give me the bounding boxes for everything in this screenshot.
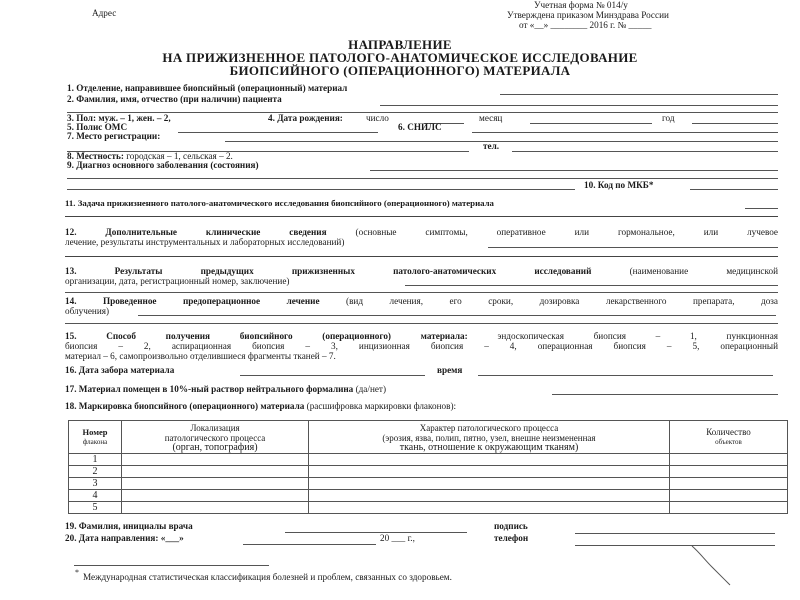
- field-2-label: 2. Фамилия, имя, отчество (при наличии) пациента: [67, 94, 282, 104]
- field-14-line-2: облучения): [65, 306, 110, 316]
- field-14-hint: (вид лечения, его сроки, дозировка лекарственного препарата, доза: [346, 296, 779, 306]
- table-row: [69, 454, 788, 466]
- title-line-2: НА ПРИЖИЗНЕННОЕ ПАТОЛОГО-АНАТОМИЧЕСКОЕ ИССЛЕДОВАНИЕ: [162, 50, 638, 65]
- field-19-sign-label: подпись: [494, 521, 528, 531]
- signature-input[interactable]: [575, 533, 775, 534]
- pen-stroke-mark: [690, 545, 740, 590]
- registration-input[interactable]: [225, 141, 778, 142]
- field-20-label: 20. Дата направления: «___»: [65, 533, 184, 543]
- col-character: [309, 421, 670, 454]
- quantity-cell[interactable]: [670, 502, 788, 514]
- table-row: [69, 502, 788, 514]
- field-15-line-2: биопсия – 2, аспирационная биопсия – 3, инцизионная биопсия – 4, операционная биопсия – 5, операционный: [65, 341, 778, 351]
- field-13-line-2: организации, дата, регистрационный номер, заключение): [65, 276, 290, 286]
- field-5-label: 5. Полис ОМС: [67, 122, 128, 132]
- localization-cell[interactable]: [122, 478, 309, 490]
- field-3-label: 3. Пол: муж. – 1, жен. – 2,: [67, 113, 171, 123]
- vial-number-cell: 4: [69, 490, 122, 502]
- field-14-label: 14. Проведенное предоперационное лечение: [65, 296, 320, 306]
- oms-policy-input[interactable]: [178, 132, 378, 133]
- col-character-line-1: Характер патологического процесса: [419, 423, 559, 433]
- table-header-row: [69, 421, 788, 454]
- birth-month-input[interactable]: [530, 123, 652, 124]
- quantity-cell[interactable]: [670, 478, 788, 490]
- quantity-cell[interactable]: [670, 490, 788, 502]
- field-6-label: 6. СНИЛС: [398, 122, 442, 132]
- field-9-label: 9. Диагноз основного заболевания (состояния): [67, 160, 259, 170]
- form-number: Учетная форма № 014/у: [534, 0, 628, 10]
- col-localization-line-1: Локализация: [190, 423, 240, 433]
- col-localization: [122, 421, 309, 454]
- field-20-phone-label: телефон: [494, 533, 529, 543]
- field-18-hint: (расшифровка маркировки флаконов):: [306, 401, 457, 411]
- field-13-line-1: [65, 266, 778, 276]
- field-15-label: 15. Способ получения биопсийного (операционного) материала:: [65, 331, 468, 341]
- col-character-line-2: (эрозия, язва, полип, пятно, узел, внешне неизмененная: [382, 433, 596, 443]
- clinical-info-input-cont[interactable]: [65, 256, 778, 257]
- clinical-info-input[interactable]: [488, 247, 778, 248]
- formalin-input[interactable]: [552, 394, 778, 395]
- field-8-options: городская – 1, сельская – 2.: [126, 151, 233, 161]
- collection-date-input[interactable]: [240, 375, 425, 376]
- field-17-label: 17. Материал помещен в 10%-ный раствор нейтрального формалина: [65, 384, 354, 394]
- field-4-label: 4. Дата рождения:: [268, 113, 343, 123]
- col-vial-number-line-2: флакона: [82, 438, 108, 446]
- table-row: [69, 466, 788, 478]
- field-20-year: 20 ___ г.,: [380, 533, 415, 543]
- preop-treatment-input-cont[interactable]: [65, 323, 778, 324]
- vial-number-cell: 3: [69, 478, 122, 490]
- snils-input[interactable]: [472, 132, 778, 133]
- field-13-label: 13. Результаты предыдущих прижизненных патолого-анатомических исследований: [65, 266, 592, 276]
- footnote-text: Международная статистическая классификация болезней и проблем, связанных со здоровьем.: [83, 572, 452, 582]
- marking-table: [68, 420, 788, 514]
- field-15-line-1: [65, 331, 778, 341]
- title-line-3: БИОПСИЙНОГО (ОПЕРАЦИОННОГО) МАТЕРИАЛА: [229, 63, 571, 78]
- field-2-input[interactable]: [380, 105, 778, 106]
- address-label: Адрес: [92, 8, 117, 18]
- vial-number-cell: 2: [69, 466, 122, 478]
- field-19-label: 19. Фамилия, инициалы врача: [65, 521, 193, 531]
- table-row: [69, 490, 788, 502]
- diagnosis-input-cont[interactable]: [67, 178, 778, 179]
- field-11-label: 11. Задача прижизненного патолого-анатомического исследования биопсийного (операционного) материала: [65, 198, 494, 208]
- footnote-mark: *: [75, 568, 79, 577]
- localization-cell[interactable]: [122, 490, 309, 502]
- col-localization-line-2: патологического процесса: [164, 433, 266, 443]
- field-12-hint: (основные симптомы, оперативное или гормональное, или лучевое: [355, 227, 779, 237]
- task-input-cont[interactable]: [65, 216, 778, 217]
- prev-results-input[interactable]: [405, 285, 778, 286]
- col-quantity-line-2: объектов: [715, 438, 742, 446]
- diagnosis-input-cont-2[interactable]: [67, 189, 575, 190]
- diagnosis-input[interactable]: [370, 170, 778, 171]
- field-1-label: 1. Отделение, направившее биопсийный (операционный) материал: [67, 83, 348, 93]
- localization-cell[interactable]: [122, 466, 309, 478]
- field-12-line-1: [65, 227, 778, 237]
- field-1-input[interactable]: [500, 94, 778, 95]
- field-17-hint: (да/нет): [355, 384, 387, 394]
- field-4-year-label: год: [662, 113, 675, 123]
- approved-by: Утверждена приказом Минздрава России: [507, 10, 669, 20]
- vial-number-cell: 5: [69, 502, 122, 514]
- footnote-divider: [74, 565, 269, 566]
- preop-treatment-input[interactable]: [138, 315, 776, 316]
- field-7-tel-label: тел.: [483, 141, 500, 151]
- title-line-1: НАПРАВЛЕНИЕ: [348, 37, 452, 52]
- field-18-label: 18. Маркировка биопсийного (операционного) материала: [65, 401, 305, 411]
- character-cell[interactable]: [309, 490, 670, 502]
- col-localization-line-3: (орган, топография): [172, 442, 258, 453]
- referral-date-input[interactable]: [243, 544, 376, 545]
- field-10-label: 10. Код по МКБ*: [584, 180, 654, 190]
- vial-number-cell: 1: [69, 454, 122, 466]
- character-cell[interactable]: [309, 466, 670, 478]
- field-16-time-label: время: [437, 365, 463, 375]
- field-17: [65, 384, 386, 394]
- table-row: [69, 478, 788, 490]
- birth-year-input[interactable]: [692, 123, 778, 124]
- field-4-month-label: месяц: [479, 113, 503, 123]
- field-4-day-label: число: [366, 113, 389, 123]
- quantity-cell[interactable]: [670, 466, 788, 478]
- field-18: [65, 401, 456, 411]
- col-quantity-line-1: Количество: [706, 427, 751, 437]
- quantity-cell[interactable]: [670, 454, 788, 466]
- character-cell[interactable]: [309, 454, 670, 466]
- field-15-line-3: материал – 6, самопроизвольно отделившиеся фрагменты тканей – 7.: [65, 351, 336, 361]
- character-cell[interactable]: [309, 478, 670, 490]
- col-quantity: [670, 421, 788, 454]
- field-13-hint: (наименование медицинской: [629, 266, 779, 276]
- approved-date: от «__» ________ 2016 г. № _____: [519, 20, 652, 30]
- field-8-label: 8. Местность:: [67, 151, 124, 161]
- col-vial-number: [69, 421, 122, 454]
- collection-time-input[interactable]: [478, 375, 773, 376]
- field-14-line-1: [65, 296, 778, 306]
- col-vial-number-line-1: Номер: [82, 427, 108, 437]
- localization-cell[interactable]: [122, 454, 309, 466]
- field-7-label: 7. Место регистрации:: [67, 131, 161, 141]
- field-12-label: 12. Дополнительные клинические сведения: [65, 227, 327, 237]
- field-16-label: 16. Дата забора материала: [65, 365, 175, 375]
- field-15-hint: эндоскопическая биопсия – 1, пункционная: [497, 331, 779, 341]
- col-character-line-3: ткань, отношение к окружающим тканям): [399, 442, 579, 453]
- task-input[interactable]: [745, 208, 778, 209]
- field-12-line-2: лечение, результаты инструментальных и лабораторных исследований): [65, 237, 345, 247]
- doctor-name-input[interactable]: [285, 532, 467, 533]
- localization-cell[interactable]: [122, 502, 309, 514]
- icd-code-input[interactable]: [690, 189, 778, 190]
- doctor-phone-input[interactable]: [575, 545, 775, 546]
- character-cell[interactable]: [309, 502, 670, 514]
- prev-results-input-cont[interactable]: [65, 292, 778, 293]
- phone-input[interactable]: [512, 151, 778, 152]
